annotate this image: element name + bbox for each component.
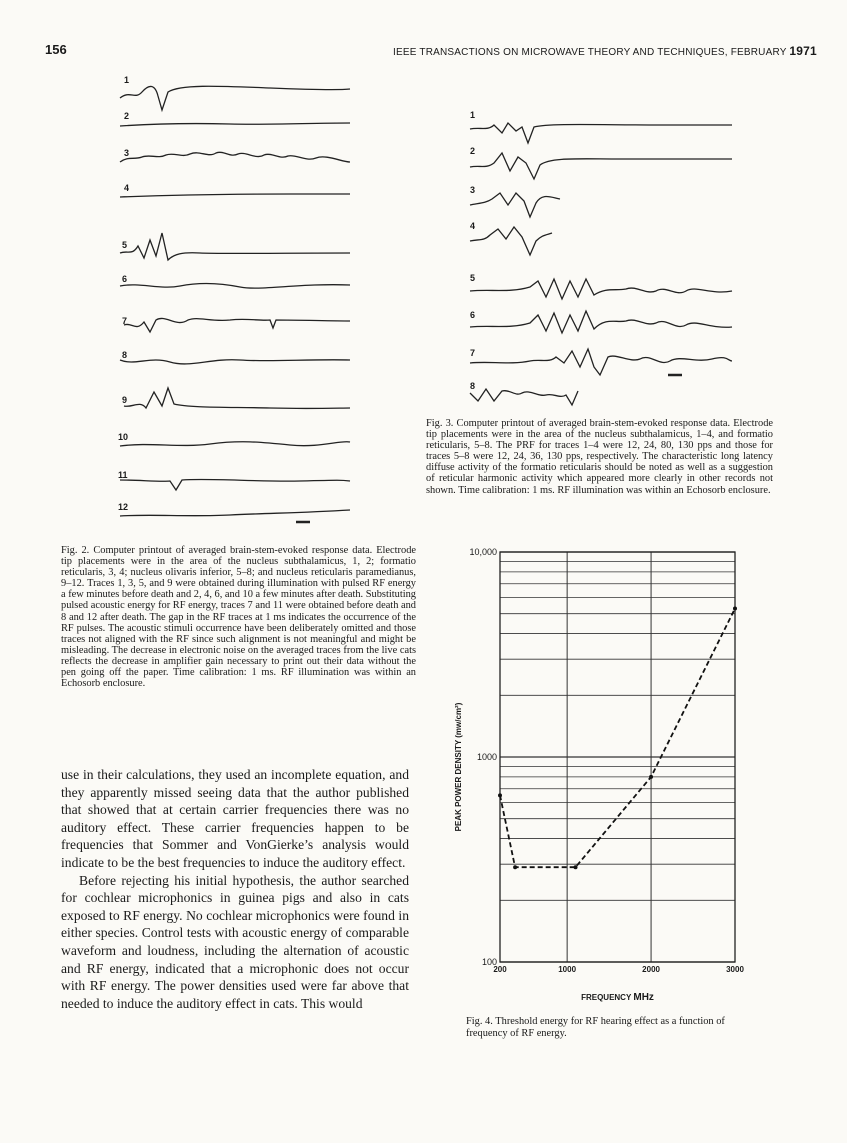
fig3-trace-6 — [470, 311, 732, 333]
fig3-trace-1 — [470, 123, 732, 143]
fig3-trace-label: 4 — [470, 221, 476, 231]
fig2-trace-1 — [120, 86, 350, 110]
fig2-caption — [61, 545, 416, 689]
fig3-trace-label: 5 — [470, 273, 476, 283]
fig2-trace-label: 8 — [122, 350, 128, 360]
fig2-trace-label: 9 — [122, 395, 128, 405]
data-point — [498, 793, 502, 797]
fig3-trace-label: 2 — [470, 146, 476, 156]
fig3-trace-2 — [470, 153, 732, 179]
body-paragraph-1: use in their calculations, they used an incomplete equation, and they apparently missed seeing data that the author published that showed that at certain carrier frequencies there was no auditory effect. These carrier frequencies happen to be frequencies that Sommer and VonGierke’s analysis would indicate to be the best frequencies to induce the auditory effect. — [61, 767, 409, 870]
fig2-trace-3 — [120, 152, 350, 162]
fig4-caption — [466, 1016, 766, 1040]
journal-name: IEEE TRANSACTIONS ON MICROWAVE THEORY AND TECHNIQUES, FEBRUARY — [393, 47, 787, 58]
fig3-trace-label: 3 — [470, 185, 476, 195]
x-tick-label: 3000 — [726, 965, 744, 974]
fig3-caption-text: Computer printout of averaged brain-stem-evoked response data. Electrode tip placements were in the area of the nucleus subthalamicus, 1–4, and formatio reticularis, 5–8. The PRF for traces 1–4 were 12, 24, 80, 130 pps and those for traces 5–8 were 12, 24, 36, 130 pps, respectively. The characteristic long latency diffuse activity of the formatio reticularis should be noted as well as a suggestion of reticular harmonic activity which appeared more clearly in other records not shown. Time calibration: 1 ms. RF illumination was within an Echosorb enclosure. — [426, 418, 773, 496]
fig2-trace-label: 11 — [118, 470, 128, 480]
data-point — [733, 607, 737, 611]
fig2-trace-9 — [124, 388, 350, 408]
journal-year: 1971 — [789, 44, 817, 58]
fig2-trace-label: 3 — [124, 148, 130, 158]
fig3-trace-4 — [470, 227, 552, 255]
x-axis-label: FREQUENCY MHz — [581, 992, 654, 1003]
fig3-traces — [460, 105, 750, 410]
fig3-trace-label: 6 — [470, 310, 476, 320]
fig2-trace-10 — [120, 442, 350, 446]
data-point — [574, 865, 578, 869]
fig2-trace-7 — [124, 318, 350, 332]
fig2-traces — [110, 70, 370, 530]
fig2-trace-4 — [120, 194, 350, 197]
fig3-trace-label: 8 — [470, 381, 476, 391]
fig2-trace-11 — [120, 479, 350, 490]
fig2-trace-label: 4 — [124, 183, 130, 193]
x-axis-unit: MHz — [633, 992, 654, 1003]
fig3-trace-7 — [470, 349, 732, 375]
y-tick-label: 100 — [481, 957, 497, 967]
fig2-trace-label: 1 — [124, 75, 130, 85]
x-tick-label: 200 — [493, 965, 507, 974]
fig4-caption-text: Threshold energy for RF hearing effect as a function of frequency of RF energy. — [466, 1016, 725, 1039]
fig2-trace-6 — [120, 283, 350, 288]
fig3-trace-label: 7 — [470, 348, 476, 358]
y-tick-label: 1000 — [476, 752, 497, 762]
body-paragraph-2: Before rejecting his initial hypothesis, the author searched for cochlear microphonics in guinea pigs and also in cats exposed to RF energy. No cochlear microphonics were found in either species. Control tests with acoustic energy of comparable waveform and loudness, including the alternation of acoustic and RF energy, indicated that a microphonic does not occur with RF energy. The power densities used were far above that needed to induce the auditory effect in cats. This would — [61, 872, 409, 1011]
fig2-caption-text: Computer printout of averaged brain-stem-evoked response data. Electrode tip placements were in the area of the nucleus subthalamicus, 1, 2; formatio reticularis, 3, 4; nucleus olivaris inferior, 5–8; and nucleus reticularis paramedianus, 9–12. Traces 1, 3, 5, and 9 were obtained during illumination with pulsed RF energy a few minutes before death and 2, 4, 6, and 10 a few minutes after death. Substituting pulsed acoustic energy for RF energy, traces 7 and 11 were obtained before death and 8 and 12 after death. The gap in the RF traces at 1 ms indicates the occurrence of the RF pulses. The acoustic stimuli occurrence have been deliberately omitted and those traces not aligned with the RF since such alignment is not meaningful and might be misleading. The decrease in electronic noise on the averaged traces from the live cats reflects the decrease in amplifier gain necessary to print out their data without the pen going off the paper. Time calibration: 1 ms. RF illumination was within an Echosorb enclosure. — [61, 545, 417, 690]
fig3-trace-5 — [470, 279, 732, 299]
fig2-trace-plot — [110, 70, 370, 530]
series-line — [500, 609, 735, 868]
fig2-caption-label: Fig. 2. — [61, 545, 90, 556]
x-tick-label: 2000 — [642, 965, 660, 974]
y-tick-label: 10,000 — [469, 547, 497, 557]
fig2-trace-label: 5 — [122, 240, 128, 250]
y-axis-label: PEAK POWER DENSITY (mw/cm²) — [454, 702, 463, 832]
fig3-trace-label: 1 — [470, 110, 476, 120]
fig2-trace-8 — [120, 360, 350, 364]
fig4-chart-svg — [445, 540, 765, 1010]
fig2-trace-2 — [120, 123, 350, 126]
fig2-trace-12 — [120, 510, 350, 516]
page-number: 156 — [45, 42, 67, 57]
body-text — [61, 766, 409, 1012]
fig4-caption-label: Fig. 4. — [466, 1016, 493, 1027]
fig3-trace-8 — [470, 389, 578, 405]
fig3-caption-label: Fig. 3. — [426, 418, 454, 429]
fig2-trace-label: 2 — [124, 111, 130, 121]
fig2-trace-label: 7 — [122, 316, 128, 326]
fig4-chart — [445, 540, 765, 1010]
fig2-trace-label: 6 — [122, 274, 128, 284]
x-tick-label: 1000 — [558, 965, 577, 974]
fig3-caption — [426, 418, 773, 496]
journal-header — [393, 44, 817, 58]
fig3-trace-plot — [460, 105, 750, 410]
data-point — [649, 775, 653, 779]
fig2-trace-label: 10 — [118, 432, 129, 442]
fig2-trace-5 — [120, 233, 350, 260]
fig3-trace-3 — [470, 193, 560, 217]
data-point — [513, 865, 517, 869]
fig2-trace-label: 12 — [118, 502, 129, 512]
